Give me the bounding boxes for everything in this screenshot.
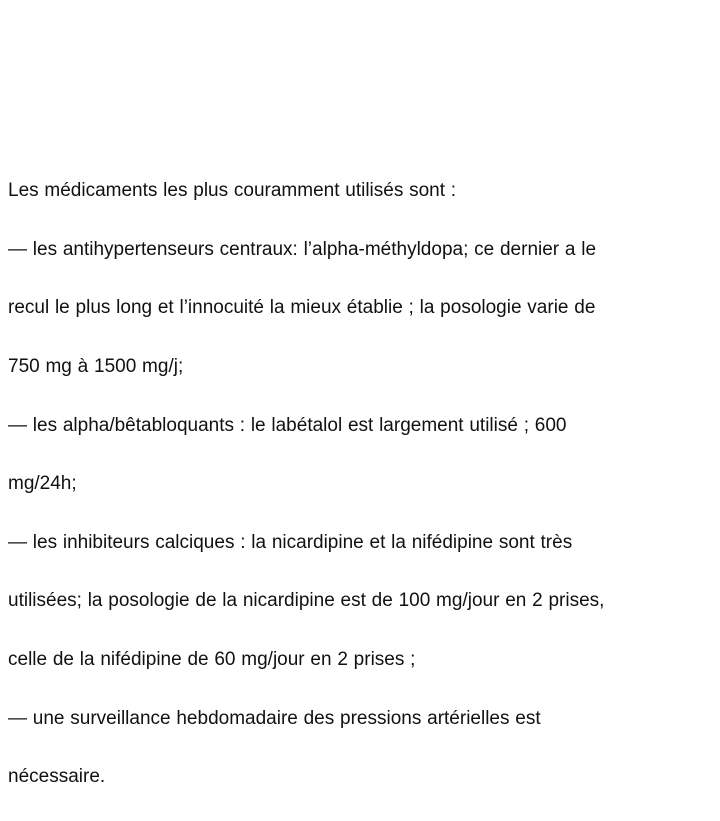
text-line: mg/24h; xyxy=(8,473,77,495)
text-line: — une surveillance hebdomadaire des pressions artérielles est xyxy=(8,707,541,729)
text-line: — les alpha/bêtabloquants : le labétalol est largement utilisé ; 600 xyxy=(8,414,567,436)
text-line: 750 mg à 1500 mg/j; xyxy=(8,356,184,378)
text-line-intro: Les médicaments les plus couramment utilisés sont : xyxy=(8,180,457,202)
text-line: utilisées; la posologie de la nicardipine est de 100 mg/jour en 2 prises, xyxy=(8,590,605,612)
text-line: recul le plus long et l’innocuité la mieux établie ; la posologie varie de xyxy=(8,297,596,319)
text-line: — les antihypertenseurs centraux: l’alpha-méthyldopa; ce dernier a le xyxy=(8,238,597,260)
body-text xyxy=(8,147,708,821)
text-line: celle de la nifédipine de 60 mg/jour en 2 prises ; xyxy=(8,649,416,671)
text-line: nécessaire. xyxy=(8,766,106,788)
text-line: — les inhibiteurs calciques : la nicardipine et la nifédipine sont très xyxy=(8,531,573,553)
